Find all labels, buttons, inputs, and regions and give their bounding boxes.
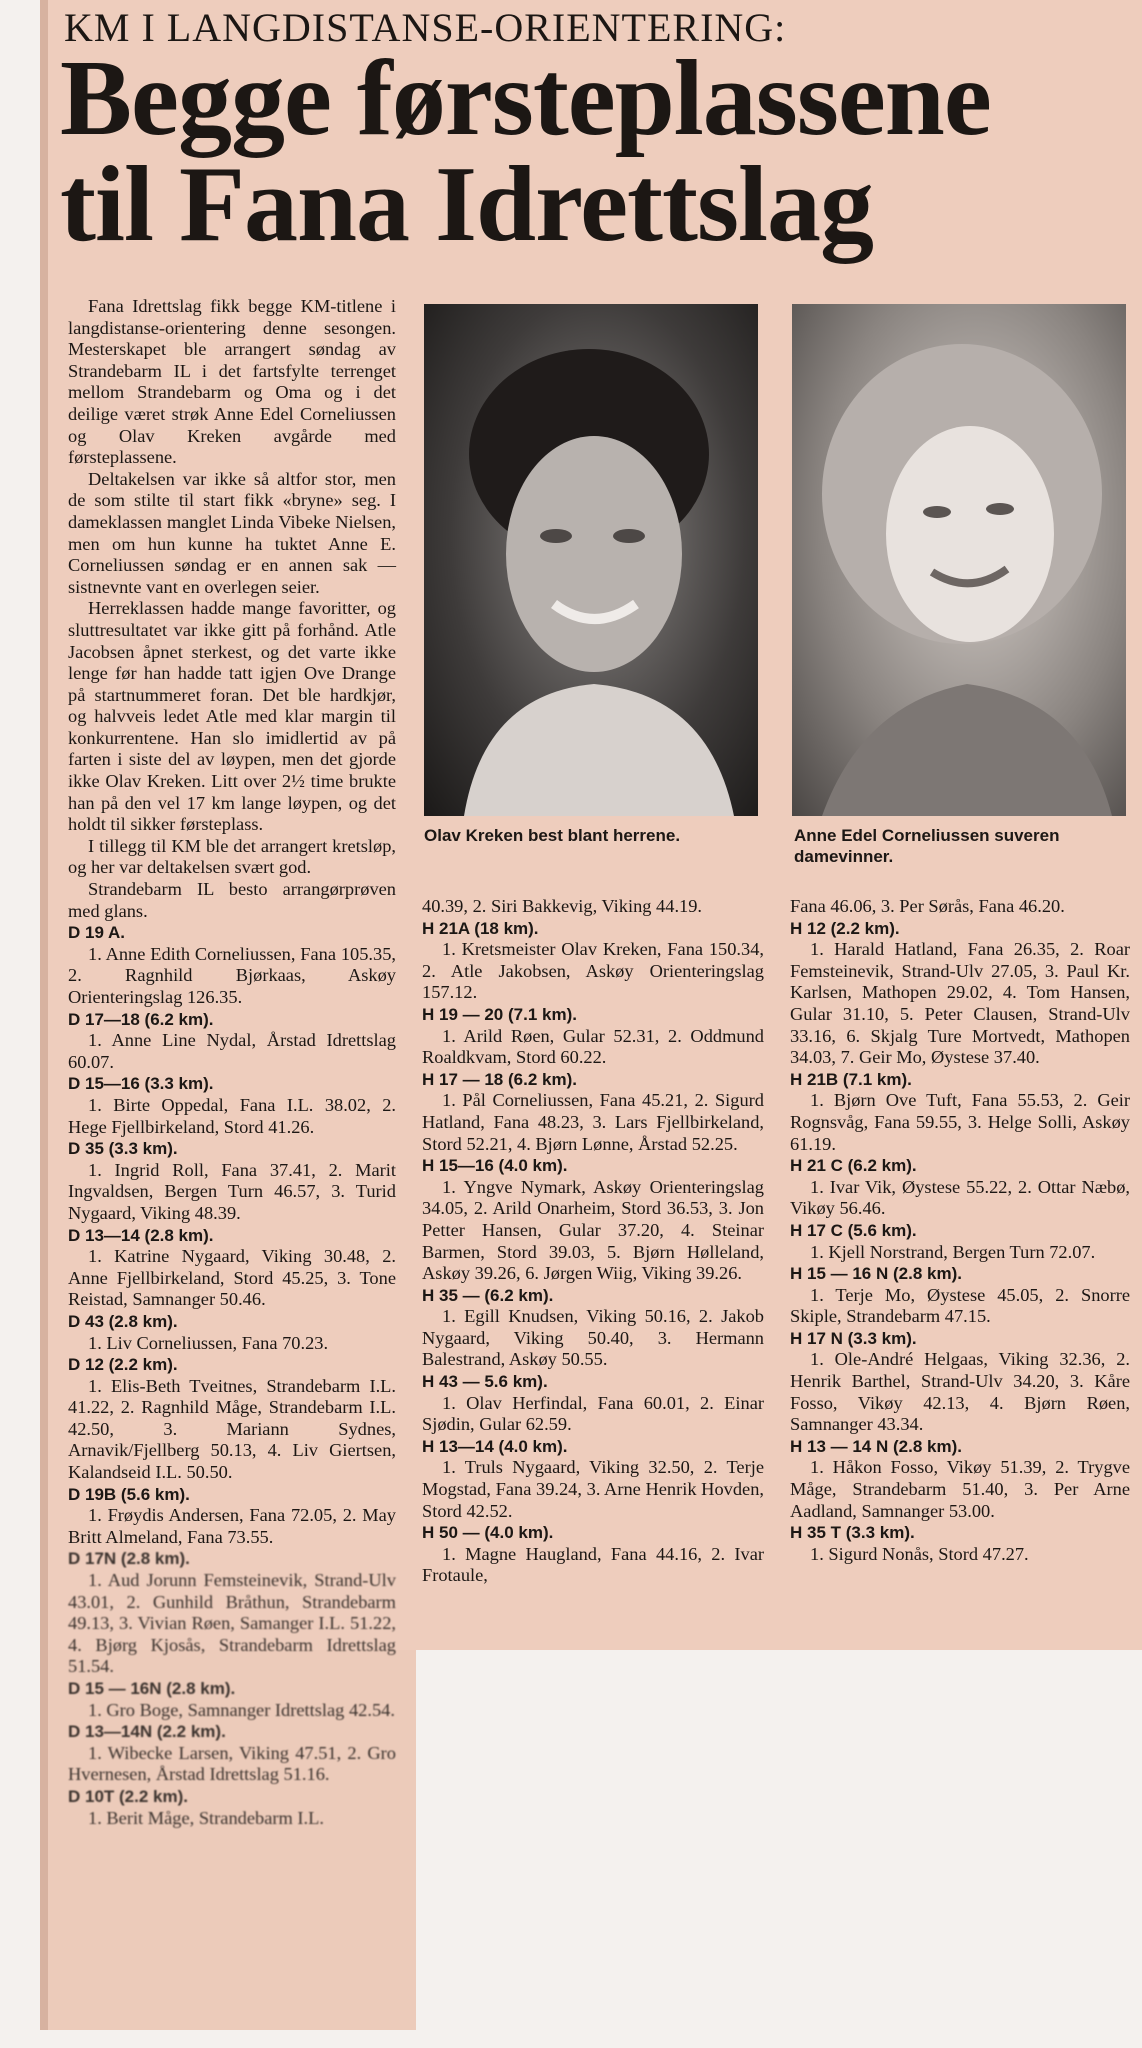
result-entry	[422, 918, 764, 1004]
result-entry	[68, 1678, 396, 1721]
result-entry	[422, 1285, 764, 1371]
result-text: 1. Aud Jorunn Femsteinevik, Strand-Ulv 43.01, 2. Gunhild Bråthun, Strandebarm 49.13, 3. Vivian Røen, Samanger I.L. 51.22, 4. Bjørg Kjosås, Strandebarm Idrettslag 51.54.	[68, 1570, 396, 1677]
results-list-1	[68, 922, 396, 1829]
result-class-heading: H 21B (7.1 km).	[790, 1069, 912, 1089]
photo-caption-left: Olav Kreken best blant herrene.	[424, 826, 681, 845]
result-entry	[422, 896, 764, 918]
result-class-heading: D 19B (5.6 km).	[68, 1484, 190, 1504]
results-list-2	[422, 896, 764, 1587]
result-text: 40.39, 2. Siri Bakkevig, Viking 44.19.	[422, 896, 703, 916]
result-entry	[790, 1155, 1130, 1220]
portrait-woman-image	[792, 304, 1126, 816]
result-class-heading: H 17 N (3.3 km).	[790, 1328, 917, 1348]
result-text: 1. Gro Boge, Samnanger Idrettslag 42.54.	[88, 1699, 395, 1720]
result-text: 1. Liv Corneliussen, Fana 70.23.	[88, 1332, 329, 1353]
result-class-heading: H 17 C (5.6 km).	[790, 1220, 917, 1240]
result-class-heading: D 17N (2.8 km).	[68, 1549, 190, 1569]
body-paragraph: I tillegg til KM ble det arrangert kretsløp, og her var deltakelsen svært god.	[68, 835, 396, 878]
result-class-heading: H 35 T (3.3 km).	[790, 1523, 915, 1543]
result-entry	[790, 1328, 1130, 1436]
result-class-heading: D 13—14N (2.2 km).	[68, 1722, 226, 1742]
result-entry	[422, 1522, 764, 1587]
result-text: 1. Anne Edith Corneliussen, Fana 105.35, 2. Ragnhild Bjørkaas, Askøy Orienteringslag 126.35.	[68, 943, 396, 1007]
photo-anne-edel-corneliussen	[792, 304, 1126, 816]
result-class-heading: H 15—16 (4.0 km).	[422, 1156, 568, 1176]
result-class-heading: H 17 — 18 (6.2 km).	[422, 1069, 577, 1089]
result-class-heading: D 15—16 (3.3 km).	[68, 1074, 214, 1094]
result-class-heading: H 43 — 5.6 km).	[422, 1372, 548, 1392]
result-entry	[68, 922, 396, 1008]
result-entry	[68, 1073, 396, 1138]
result-text: 1. Ingrid Roll, Fana 37.41, 2. Marit Ingvaldsen, Bergen Turn 46.57, 3. Turid Nygaard, Viking 48.39.	[68, 1159, 396, 1223]
photo-olav-kreken	[424, 304, 758, 816]
result-text: 1. Katrine Nygaard, Viking 30.48, 2. Anne Fjellbirkeland, Stord 45.25, 3. Tone Reistad, Samnanger 50.46.	[68, 1246, 396, 1310]
result-class-heading: H 13 — 14 N (2.8 km).	[790, 1436, 962, 1456]
text-column-1	[68, 296, 396, 1829]
article-kicker: KM I LANGDISTANSE-ORIENTERING:	[64, 5, 787, 50]
result-class-heading: H 50 — (4.0 km).	[422, 1523, 554, 1543]
result-class-heading: D 12 (2.2 km).	[68, 1355, 178, 1375]
result-class-heading: H 35 — (6.2 km).	[422, 1285, 554, 1305]
body-paragraph: Fana Idrettslag fikk begge KM-titlene i langdistanse-orientering denne sesongen. Mesterskapet ble arrangert søndag av Strandebarm IL i det fartsfylte terrenget mellom Strandebarm og Oma og i det deilige været strøk Anne Edel Corneliussen og Olav Kreken avgårde med førsteplassene.	[68, 296, 396, 468]
result-text: 1. Anne Line Nydal, Årstad Idrettslag 60.07.	[68, 1030, 396, 1072]
result-class-heading: D 35 (3.3 km).	[68, 1139, 178, 1159]
portrait-man-image	[424, 304, 758, 816]
result-entry	[790, 1436, 1130, 1522]
result-class-heading: H 21 C (6.2 km).	[790, 1156, 917, 1176]
result-class-heading: H 15 — 16 N (2.8 km).	[790, 1264, 962, 1284]
body-paragraph: Strandebarm IL besto arrangørprøven med glans.	[68, 879, 396, 921]
result-entry	[68, 1311, 396, 1354]
result-entry	[68, 1009, 396, 1074]
result-class-heading: D 15 — 16N (2.8 km).	[68, 1679, 236, 1698]
result-entry	[790, 1522, 1130, 1565]
result-entry	[422, 1371, 764, 1436]
result-text: 1. Sigurd Nonås, Stord 47.27.	[810, 1543, 1029, 1564]
result-text: 1. Egill Knudsen, Viking 50.16, 2. Jakob Nygaard, Viking 50.40, 3. Hermann Balestrand, Askøy 50.55.	[422, 1306, 764, 1370]
result-entry	[68, 1484, 396, 1549]
result-text: 1. Yngve Nymark, Askøy Orienteringslag 34.05, 2. Arild Onarheim, Stord 36.53, 3. Jon Petter Hansen, Gular 37.20, 4. Steinar Barmen, Stord 39.03, 5. Bjørn Hølleland, Askøy 39.26, 6. Jørgen Wiig, Viking 39.26.	[422, 1176, 764, 1284]
result-entry	[68, 1721, 396, 1786]
result-entry	[422, 1004, 764, 1069]
result-entry	[422, 1155, 764, 1285]
result-text: 1. Olav Herfindal, Fana 60.01, 2. Einar Sjødin, Gular 62.59.	[422, 1392, 764, 1435]
result-class-heading: D 43 (2.8 km).	[68, 1311, 178, 1331]
result-class-heading: D 19 A.	[68, 923, 126, 943]
result-text: Fana 46.06, 3. Per Sørås, Fana 46.20.	[790, 896, 1065, 916]
result-text: 1. Kjell Norstrand, Bergen Turn 72.07.	[810, 1241, 1096, 1262]
result-text: 1. Pål Corneliussen, Fana 45.21, 2. Sigurd Hatland, Fana 48.23, 3. Lars Fjellbirkeland, Stord 52.21, 4. Bjørn Lønne, Årstad 52.25.	[422, 1090, 764, 1154]
text-column-3	[790, 896, 1130, 1565]
result-text: 1. Frøydis Andersen, Fana 72.05, 2. May Britt Almeland, Fana 73.55.	[68, 1505, 396, 1547]
result-entry	[790, 1069, 1130, 1155]
result-text: 1. Elis-Beth Tveitnes, Strandebarm I.L. 41.22, 2. Ragnhild Måge, Strandebarm I.L. 42.50, 3. Mariann Sydnes, Arnavik/Fjellberg 50.13, 4. Liv Giertsen, Kalandseid I.L. 50.50.	[68, 1375, 396, 1483]
results-list-3	[790, 896, 1130, 1565]
result-entry	[790, 896, 1130, 918]
result-class-heading: H 19 — 20 (7.1 km).	[422, 1004, 577, 1024]
body-paragraph: Deltakelsen var ikke så altfor stor, men de som stilte til start fikk «bryne» seg. I dameklassen manglet Linda Vibeke Nielsen, men om hun kunne ha tuktet Anne E. Corneliussen søndag er en annen sak — sistnevnte vant en overlegen seier.	[68, 468, 396, 597]
result-text: 1. Truls Nygaard, Viking 32.50, 2. Terje Mogstad, Fana 39.24, 3. Arne Henrik Hovden, Stord 42.52.	[422, 1457, 764, 1521]
result-text: 1. Ole-André Helgaas, Viking 32.36, 2. Henrik Barthel, Strand-Ulv 34.20, 3. Kåre Fosso, Vikøy 42.13, 4. Bjørn Røen, Samnanger 43.34.	[790, 1349, 1130, 1435]
result-text: 1. Bjørn Ove Tuft, Fana 55.53, 2. Geir Rognsvåg, Fana 59.55, 3. Helge Solli, Askøy 61.19.	[790, 1090, 1130, 1154]
text-column-2	[422, 896, 764, 1587]
result-entry	[68, 1225, 396, 1311]
headline-line-2: til Fana Idrettslag	[60, 145, 873, 264]
result-text: 1. Terje Mo, Øystese 45.05, 2. Snorre Skiple, Strandebarm 47.15.	[790, 1284, 1130, 1327]
result-entry	[422, 1069, 764, 1155]
article-headline	[60, 39, 1120, 264]
result-text: 1. Harald Hatland, Fana 26.35, 2. Roar Femsteinevik, Strand-Ulv 27.05, 3. Paul Kr. Karlsen, Mathopen 29.02, 4. Tom Hansen, Gular 31.10, 5. Peter Clausen, Strand-Ulv 33.16, 6. Skjalg Ture Mortvedt, Mathopen 34.03, 7. Geir Mo, Øystese 37.40.	[790, 939, 1130, 1068]
result-entry	[68, 1786, 396, 1829]
result-entry	[68, 1354, 396, 1484]
result-class-heading: H 12 (2.2 km).	[790, 918, 900, 938]
result-text: 1. Magne Haugland, Fana 44.16, 2. Ivar Frotaule,	[422, 1543, 764, 1586]
result-entry	[790, 1220, 1130, 1263]
result-entry	[790, 918, 1130, 1069]
result-text: 1. Arild Røen, Gular 52.31, 2. Oddmund Roaldkvam, Stord 60.22.	[422, 1025, 764, 1068]
result-text: 1. Birte Oppedal, Fana I.L. 38.02, 2. Hege Fjellbirkeland, Stord 41.26.	[68, 1094, 396, 1137]
result-class-heading: D 17—18 (6.2 km).	[68, 1009, 214, 1029]
result-text: 1. Ivar Vik, Øystese 55.22, 2. Ottar Næbø, Vikøy 56.46.	[790, 1176, 1130, 1219]
body-paragraph: Herreklassen hadde mange favoritter, og sluttresultatet var ikke gitt på forhånd. Atle Jacobsen åpnet sterkest, og det varte ikke lenge før han hadde tatt igjen Ove Drange på startnummeret foran. Det ble hardkjør, og halvveis ledet Atle med klar margin til konkurrentene. Han slo imidlertid av på farten i siste del av løypen, men det gjorde ikke Olav Kreken. Litt over 2½ time brukte han på den vel 17 km lange løypen, og det holdt til sikker førsteplass.	[68, 598, 396, 835]
result-text: 1. Håkon Fosso, Vikøy 51.39, 2. Trygve Måge, Strandebarm 51.40, 3. Per Arne Aadland, Samnanger 53.00.	[790, 1457, 1130, 1521]
result-class-heading: H 21A (18 km).	[422, 918, 539, 938]
result-text: 1. Wibecke Larsen, Viking 47.51, 2. Gro Hvernesen, Årstad Idrettslag 51.16.	[68, 1742, 396, 1785]
photo-caption-right: Anne Edel Corneliussen suveren damevinner.	[794, 826, 1060, 866]
headline-line-1: Begge førsteplassene	[60, 39, 991, 158]
result-text: 1. Kretsmeister Olav Kreken, Fana 150.34, 2. Atle Jakobsen, Askøy Orienteringslag 157.12.	[422, 939, 764, 1003]
result-entry	[422, 1436, 764, 1522]
result-class-heading: H 13—14 (4.0 km).	[422, 1436, 568, 1456]
result-entry	[68, 1138, 396, 1224]
result-text: 1. Berit Måge, Strandebarm I.L.	[88, 1807, 324, 1828]
result-class-heading: D 13—14 (2.8 km).	[68, 1225, 214, 1245]
result-class-heading: D 10T (2.2 km).	[68, 1786, 188, 1806]
result-entry	[790, 1263, 1130, 1328]
result-entry	[68, 1548, 396, 1678]
